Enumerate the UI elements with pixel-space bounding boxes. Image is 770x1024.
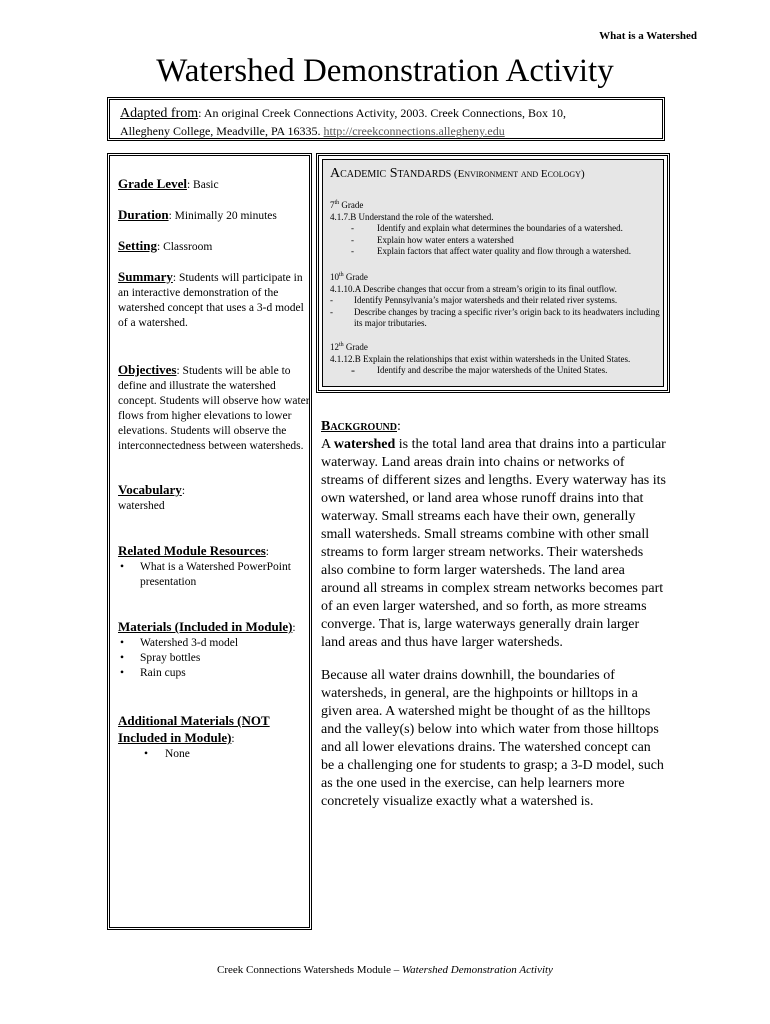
duration: Duration: Minimally 20 minutes xyxy=(118,207,277,222)
adapted-text-1: : An original Creek Connections Activity, 2003. Creek Connections, Box 10, xyxy=(198,106,567,120)
academic-standards-box xyxy=(316,153,670,393)
grade-level: Grade Level: Basic xyxy=(118,176,219,191)
summary: Summary: Students will participate in an interactive demonstration of the watershed concept that uses a 3-d model of a watershed. xyxy=(118,269,304,329)
creek-connections-link[interactable]: http://creekconnections.allegheny.edu xyxy=(323,124,505,138)
left-sidebar xyxy=(107,153,312,930)
resource-item: • What is a Watershed PowerPoint presentation xyxy=(120,561,291,588)
background-paragraph-1: A watershed is the total land area that drains into a particular waterway. Land areas drain into chains or networks of streams of different sizes and lengths. Every waterway has its own watershed, or land area whose runoff drains into that waterway. Small streams each have their own, generally small watersheds. Small streams combine with other small streams to form larger stream networks. Their watersheds also combine to form larger watersheds. The land area around all streams in complex stream networks becomes part of an even larger watershed, and so forth, as more streams converge. That is, large waterways generally drain larger land areas and thus have larger watersheds. xyxy=(321,437,666,650)
grade-12-standards: 12th Grade 4.1.12.B Explain the relationships that exist within watersheds in the United States. - Identify and describe the major watersheds of the United States. xyxy=(330,342,631,377)
grade-7-standards: 7th Grade 4.1.7.B Understand the role of the watershed. - Identify and explain what determines the boundaries of a watershed. - Explain how water enters a watershed - Explain factors that affect water quality and flow through a watershed. xyxy=(330,200,631,256)
page-title: Watershed Demonstration Activity xyxy=(156,53,614,89)
adapted-text-2: Allegheny College, Meadville, PA 16335. xyxy=(120,124,324,138)
material-item: • Watershed 3-d model xyxy=(120,637,239,649)
background-heading: Background xyxy=(321,419,398,434)
vocabulary: Vocabulary: watershed xyxy=(118,482,186,512)
background-section: Background: A watershed is the total land area that drains into a particular waterway. Land areas drain into chains or networks of streams of different sizes and lengths. Every waterway has its own watershed, or land area whose runoff drains into that waterway. Small streams each have their own, generally small watersheds. Small streams combine with other small streams to form larger stream networks. Their watersheds also combine to form larger watersheds. The land area around all streams in complex stream networks becomes part of an even larger watershed, and so forth, as more streams converge. That is, large waterways generally drain larger land areas and thus have larger watersheds. Because all water drains downhill, the boundaries of watersheds, in general, are the highpoints or hilltops in a given area. A watershed might be thought of as the hilltops and the valley(s) below into which water from those hilltops and all lower elevations drains. The watershed concept can be a challenging one for students to grasp; a 3-D model, such as the one used in the exercise, can help learners more concretely visualize exactly what a watershed is. xyxy=(321,419,666,809)
background-paragraph-2: Because all water drains downhill, the boundaries of watersheds, in general, are the highpoints or hilltops in a given area. A watershed might be thought of as the hilltops and the valley(s) below into which water from those hilltops and all lower elevations drains. The watershed concept can be a challenging one for students to grasp; a 3-D model, such as the one used in the exercise, can help learners more concretely visualize exactly what a watershed is. xyxy=(321,668,664,809)
grade-10-standards: 10th Grade 4.1.10.A Describe changes that occur from a stream’s origin to its final outflow. - Identify Pennsylvania’s major watersheds and their related river systems. - Describe changes by tracing a specific river’s origin back to its headwaters including its major tributaries. xyxy=(330,272,660,328)
objectives: Objectives: Students will be able to define and illustrate the watershed concept. Students will observe how water flows from higher elevations to lower elevations. Students will observe the interconnectedness between watersheds. xyxy=(118,362,310,452)
related-resources: Related Module Resources: • What is a Watershed PowerPoint presentation xyxy=(118,543,310,590)
materials: Materials (Included in Module): • Watershed 3-d model • Spray bottles • Rain cups xyxy=(118,619,310,681)
header-label: What is a Watershed xyxy=(599,30,697,42)
material-item: • Spray bottles xyxy=(120,652,201,664)
adapted-from-box xyxy=(107,97,665,141)
standards-title: Academic Standards (Environment and Ecology) xyxy=(330,166,585,181)
setting: Setting: Classroom xyxy=(118,238,213,253)
additional-item: • None xyxy=(144,748,190,760)
additional-materials: Additional Materials (NOT Included in Module): • None xyxy=(118,713,310,762)
page-footer: Creek Connections Watersheds Module – Watershed Demonstration Activity xyxy=(217,964,553,976)
adapted-label: Adapted from xyxy=(120,106,199,121)
material-item: • Rain cups xyxy=(120,667,186,679)
